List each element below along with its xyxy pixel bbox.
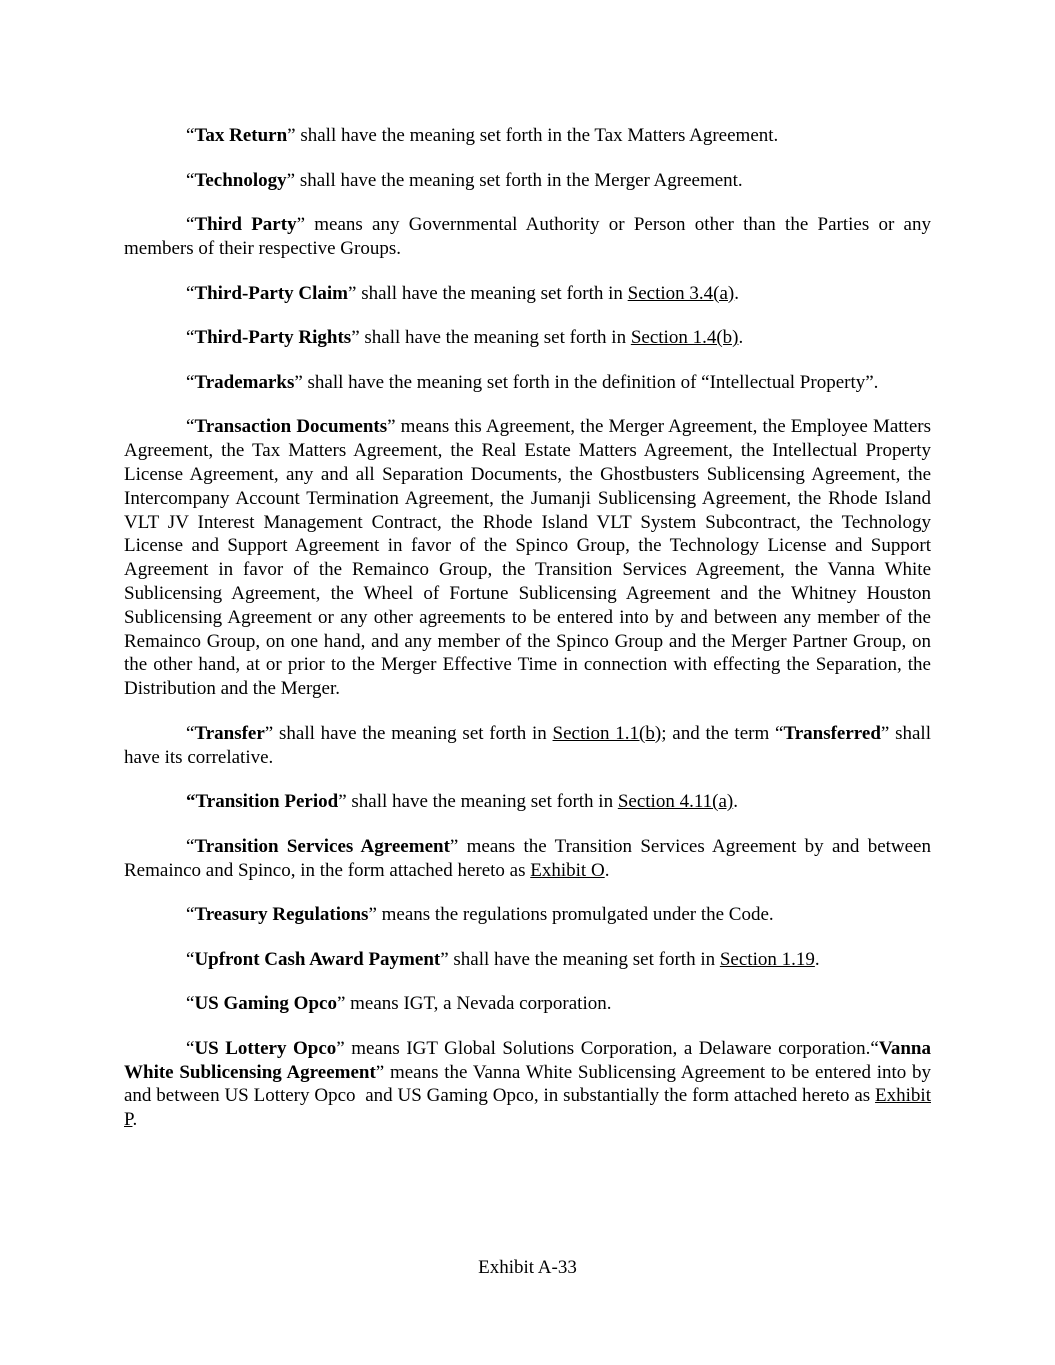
text: ; and the term “ <box>661 722 784 744</box>
defined-term: US Lottery Opco <box>194 1037 337 1059</box>
text: ” means the Transition Services Agreement by and between Remainco and Spinco, in the form attached hereto as <box>124 835 931 881</box>
definition-upfront-cash-award-payment <box>124 948 931 972</box>
definition-transfer <box>124 722 931 770</box>
definition-technology <box>124 169 931 193</box>
page-footer <box>0 1256 1055 1280</box>
text: “ <box>186 125 195 146</box>
defined-term: Third-Party Claim <box>194 282 349 304</box>
section-reference: Section 1.19 <box>719 948 815 970</box>
text: ” shall have the meaning set forth in the Tax Matters Agreement. <box>287 125 779 146</box>
text: ” means any Governmental Authority or Person other than the Parties or any members of their respective Groups. <box>124 214 931 259</box>
text: ” means the regulations promulgated under the Code. <box>368 904 774 926</box>
text: . <box>733 791 738 813</box>
text: “ <box>186 416 195 438</box>
defined-term: Technology <box>194 169 287 191</box>
section-reference: Section 1.1(b) <box>552 722 662 744</box>
defined-term: Treasury Regulations <box>194 904 369 926</box>
document-body <box>124 124 931 1153</box>
text: “ <box>186 1037 195 1059</box>
definition-us-gaming-opco <box>124 992 931 1016</box>
text: “ <box>186 993 195 1015</box>
text: ” means IGT, a Nevada corporation. <box>336 993 612 1015</box>
text: “ <box>186 169 195 191</box>
text: ” shall have the meaning set forth in <box>338 791 618 813</box>
text: ” means IGT Global Solutions Corporation, a Delaware corporation.“ <box>336 1037 879 1059</box>
text: ” means this Agreement, the Merger Agreement, the Employee Matters Agreement, the Tax Matters Agreement, the Real Estate Matters Agreement, the Intellectual Property License Agreement, any and all Separation Documents, the Ghostbusters Sublicensing Agreement, the Intercompany Account Termination Agreement, the Jumanji Sublicensing Agreement, the Rhode Island VLT JV Interest Management Contract, the Rhode Island VLT System Subcontract, the Technology License and Support Agreement in favor of the Spinco Group, the Technology License and Support Agreement in favor of the Remainco Group, the Transition Services Agreement, the Vanna White Sublicensing Agreement, the Wheel of Fortune Sublicensing Agreement and the Whitney Houston Sublicensing Agreement or any other agreements to be entered into by and between any member of the Remainco Group, on one hand, and any member of the Spinco Group and the Merger Partner Group, on the other hand, at or prior to the Merger Effective Time in connection with effecting the Separation, the Distribution and the Merger. <box>124 416 931 700</box>
definition-tax-return <box>124 124 931 148</box>
defined-term: “Transition Period <box>186 791 339 813</box>
definition-trademarks <box>124 371 931 395</box>
text: ” means the Vanna White Sublicensing Agreement to be entered into by and between US Lottery Opco and US Gaming Opco, in substantially the form attached hereto as <box>124 1061 931 1107</box>
text: ” shall have its correlative. <box>124 722 931 768</box>
text: ” shall have the meaning set forth in the Merger Agreement. <box>286 169 743 191</box>
text: “ <box>186 948 195 970</box>
definition-third-party-claim <box>124 282 931 306</box>
page-number: Exhibit A-33 <box>478 1257 577 1278</box>
defined-term: US Gaming Opco <box>194 993 337 1015</box>
text: ” shall have the meaning set forth in <box>351 327 631 349</box>
section-reference: Section 3.4(a) <box>627 282 735 304</box>
definition-transition-period <box>124 790 931 814</box>
section-reference: Section 4.11(a) <box>617 791 734 813</box>
defined-term: Transfer <box>194 722 265 744</box>
defined-term: Transferred <box>783 722 881 744</box>
text: . <box>604 859 610 881</box>
defined-term: Transaction Documents <box>194 416 388 438</box>
definition-transition-services-agreement <box>124 835 931 883</box>
definition-transaction-documents <box>124 415 931 701</box>
text: . <box>734 282 739 304</box>
text: “ <box>186 722 195 744</box>
text: “ <box>186 327 195 349</box>
definition-third-party-rights <box>124 326 931 350</box>
defined-term: Third-Party Rights <box>194 327 352 349</box>
exhibit-reference: Exhibit P <box>124 1085 931 1131</box>
defined-term: Transition Services Agreement <box>194 835 450 857</box>
text: “ <box>186 904 195 926</box>
text: ” shall have the meaning set forth in <box>440 948 720 970</box>
text: “ <box>186 835 195 857</box>
defined-term: Upfront Cash Award Payment <box>194 948 441 970</box>
defined-term: Vanna White Sublicensing Agreement <box>124 1037 931 1083</box>
exhibit-reference: Exhibit O <box>530 859 605 881</box>
defined-term: Third Party <box>194 214 297 236</box>
definition-treasury-regulations <box>124 903 931 927</box>
text: ” shall have the meaning set forth in <box>348 282 628 304</box>
defined-term: Tax Return <box>194 125 288 146</box>
text: ” shall have the meaning set forth in <box>264 722 553 744</box>
defined-term: Trademarks <box>194 371 295 393</box>
text: . <box>738 327 744 349</box>
text: “ <box>186 371 195 393</box>
definition-third-party <box>124 213 931 261</box>
text: . <box>814 948 820 970</box>
text: “ <box>186 282 195 304</box>
definition-us-lottery-opco <box>124 1037 931 1132</box>
text: . <box>132 1109 138 1131</box>
text: ” shall have the meaning set forth in the definition of “Intellectual Property”. <box>294 371 879 393</box>
section-reference: Section 1.4(b) <box>630 327 739 349</box>
text: “ <box>186 214 195 236</box>
